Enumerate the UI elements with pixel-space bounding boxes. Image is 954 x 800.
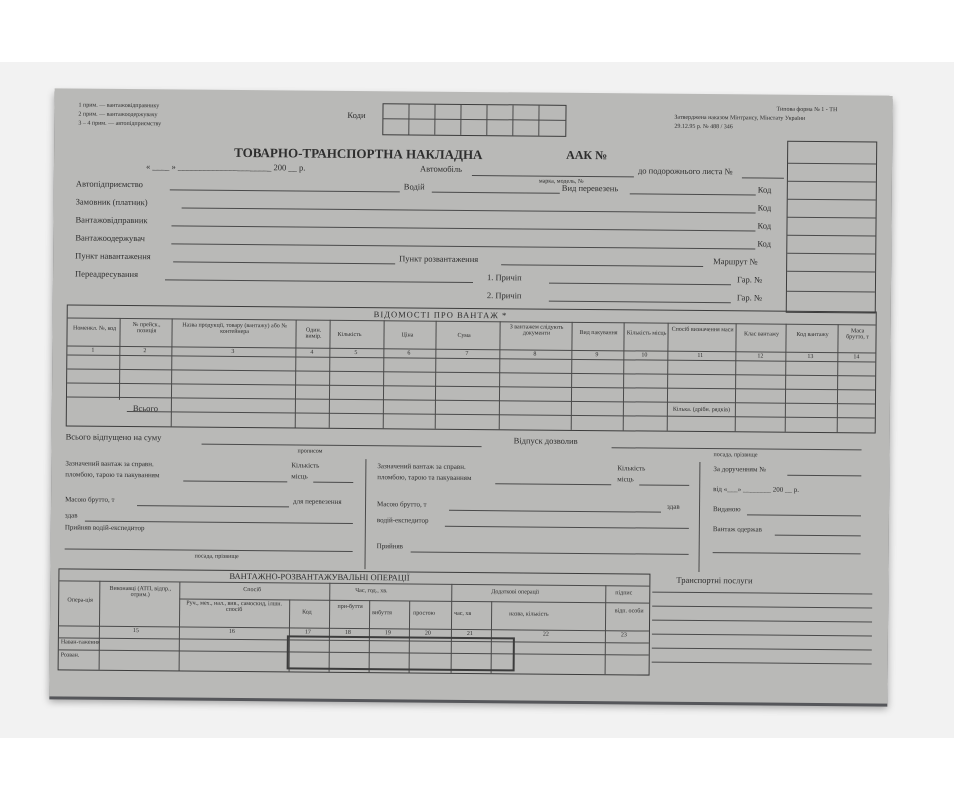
- col-num-7: 7: [465, 350, 469, 357]
- codes-grid[interactable]: [382, 103, 566, 137]
- col-header-14: Маса брутто, т: [846, 328, 869, 341]
- op-num-16: 16: [228, 628, 235, 635]
- col-extra: Додаткові операції: [491, 589, 540, 596]
- col-num-10: 10: [641, 352, 648, 359]
- col-num-5: 5: [354, 349, 358, 357]
- op-num-18: 18: [344, 629, 351, 636]
- code-label-1: Код: [757, 184, 772, 195]
- col-header-3: Назва продукції, товару (вантажу) або № контейнера: [182, 322, 288, 336]
- col-header-5: Кількість: [337, 331, 362, 339]
- shipper-label: Вантажовідправник: [75, 214, 148, 226]
- trailer1-line[interactable]: [549, 283, 731, 286]
- col-method-sub: Руч., мех., нал., вив., самоскид, ілшн. спосіб: [186, 600, 283, 614]
- trailer1-label: 1. Причіп: [486, 272, 522, 283]
- cargo-table: [66, 304, 877, 433]
- col-num-11: 11: [697, 352, 704, 360]
- op-num-17: 17: [304, 629, 311, 636]
- release-allowed-label: Відпуск дозволив: [513, 435, 578, 446]
- released-sum-label: Всього відпущено на суму: [65, 431, 162, 443]
- dropoff-label: Пункт розвантаження: [399, 253, 479, 265]
- document-title: ТОВАРНО-ТРАНСПОРТНА НАКЛАДНА: [234, 144, 483, 163]
- release-allowed-line[interactable]: [612, 447, 862, 450]
- approval-2: 29.12.95 р. № 488 / 346: [674, 123, 733, 131]
- trailer2-label: 2. Причіп: [486, 290, 522, 301]
- cargo-received: Вантаж одержав: [712, 525, 762, 534]
- col-time: Час, год., хв.: [355, 587, 388, 595]
- op-num-23: 23: [620, 632, 627, 639]
- col-header-13: Клас вантажу: [744, 331, 780, 338]
- col-num-13: 13: [807, 353, 814, 360]
- power-of-attorney: За дорученням №: [713, 465, 766, 474]
- consignee-line[interactable]: [171, 243, 755, 249]
- total-label: Всього: [132, 403, 159, 414]
- col-num-12: 12: [757, 353, 764, 360]
- copy-note-2: 2 прим. — вантажоодержувачу: [78, 111, 158, 119]
- left-handed: здав: [64, 511, 78, 520]
- left-title: Зазначений вантаж за справн.: [65, 459, 154, 469]
- col-sign-sub: відп. особи: [614, 608, 644, 615]
- col-header-11: Спосіб визначення маси: [671, 326, 734, 334]
- col-performer: Виконавці (АТП, відпр., отрим.): [109, 585, 172, 599]
- customer-label: Замовник (платник): [75, 196, 148, 208]
- left-places: місць: [291, 472, 308, 481]
- copy-note-1: 1 прим. — вантажовідправнику: [78, 102, 160, 110]
- pickup-label: Пункт навантаження: [75, 250, 151, 262]
- col-num-4: 4: [310, 349, 314, 356]
- col-header-2: № прейск., позиція: [132, 322, 161, 335]
- col-extra-name: назва, кількість: [509, 611, 549, 618]
- col-header-8: З вантажем слідують документи: [509, 324, 564, 337]
- left-packaging: пломбою, тарою та пакуванням: [65, 470, 160, 480]
- waybill-form: [49, 88, 892, 703]
- col-code: Код: [302, 609, 312, 616]
- left-quantity: Кількість: [291, 461, 320, 470]
- codes-label: Коди: [347, 109, 366, 121]
- in-words-hint: прописом: [297, 448, 323, 455]
- dropoff-line[interactable]: [501, 264, 703, 267]
- col-num-14: 14: [853, 354, 860, 361]
- approval-1: Затверджена наказом Мінтрансу, Мінстату України: [674, 114, 806, 122]
- driver-label: Водій: [403, 181, 425, 192]
- right-brutto: Масою брутто, т: [377, 500, 427, 509]
- col-header-6: Ціна: [401, 332, 414, 339]
- right-packaging: пломбою, тарою та пакуванням: [377, 473, 472, 483]
- op-num-15: 15: [132, 628, 139, 635]
- form-type: Типова форма № 1 - ТН: [776, 106, 838, 114]
- highlighted-cells: [287, 635, 515, 671]
- left-brutto: Масою брутто, т: [65, 495, 115, 504]
- code-label-3: Код: [757, 220, 772, 231]
- left-for: для перевезення: [293, 497, 342, 506]
- right-accepted: Прийняв: [376, 542, 404, 551]
- readdress-line[interactable]: [165, 279, 473, 283]
- col-num-8: 8: [533, 351, 537, 358]
- right-driver: водій-експедитор: [376, 516, 429, 525]
- weight-note: Кілька. (дрібн. рядків): [672, 406, 731, 414]
- op-num-21: 21: [466, 630, 473, 638]
- col-idle: простою: [413, 610, 436, 617]
- col-departure: вибуття: [372, 610, 392, 617]
- trailer2-line[interactable]: [549, 301, 731, 304]
- operations-table: [58, 568, 651, 675]
- carrier-line[interactable]: [170, 189, 400, 192]
- op-num-20: 20: [424, 630, 431, 637]
- transport-type-label: Вид перевезень: [561, 182, 619, 194]
- right-handed: здав: [667, 502, 680, 511]
- code-label-2: Код: [757, 202, 772, 213]
- col-num-6: 6: [407, 350, 411, 357]
- route-label: Маршрут №: [713, 256, 758, 267]
- readdress-label: Переадресування: [75, 268, 139, 280]
- col-method: Спосіб: [243, 587, 262, 594]
- car-label: Автомобіль: [419, 163, 463, 174]
- col-num-1: 1: [91, 347, 95, 354]
- transport-type-line[interactable]: [630, 193, 756, 195]
- col-operation: Опера-ція: [67, 597, 93, 604]
- col-header-9: Вид пакування: [579, 329, 618, 337]
- garage-label-2: Гар. №: [736, 292, 763, 303]
- col-header-10: Кількість місць: [626, 330, 667, 337]
- date-line: « ____ » ______________________ 200 __ р.: [145, 161, 306, 173]
- series-number: ААК №: [566, 147, 608, 163]
- right-title: Зазначений вантаж за справн.: [377, 462, 466, 471]
- col-header-1: Номенкл. №, код: [73, 325, 117, 332]
- right-places: місць: [617, 475, 634, 484]
- op-num-19: 19: [384, 630, 391, 637]
- copy-note-3: 3 – 4 прим. — автопідприємству: [78, 120, 162, 128]
- code-label-4: Код: [757, 238, 771, 249]
- position-hint: посада, прізвище: [713, 452, 758, 459]
- left-accepted: Прийняв водій-експедитор: [64, 523, 145, 533]
- right-quantity: Кількість: [617, 464, 646, 473]
- shipper-line[interactable]: [171, 225, 755, 231]
- op-row-loading: Наван-таження: [60, 639, 100, 646]
- carrier-label: Автопідприємство: [75, 178, 143, 190]
- col-sign: підпис: [615, 590, 633, 597]
- col-num-2: 2: [143, 348, 147, 355]
- garage-label-1: Гар. №: [736, 274, 763, 285]
- col-header-12: Код вантажу: [796, 331, 829, 339]
- transport-services: Транспортні послуги: [676, 574, 753, 586]
- right-code-column: [786, 141, 877, 314]
- cargo-table-title: ВІДОМОСТІ ПРО ВАНТАЖ *: [373, 309, 508, 321]
- op-num-22: 22: [542, 631, 549, 638]
- customer-line[interactable]: [182, 207, 756, 213]
- consignee-label: Вантажоодержувач: [75, 232, 145, 244]
- driver-line[interactable]: [432, 192, 560, 194]
- col-header-7: Сума: [457, 332, 471, 339]
- col-header-4: Один. вимір.: [305, 327, 322, 340]
- col-arrival: при-буття: [337, 603, 363, 611]
- col-num-9: 9: [595, 352, 599, 359]
- col-extra-time: час, хв: [454, 610, 472, 618]
- waybill-label: до подорожнього листа №: [637, 165, 733, 177]
- left-signature: посада, прізвище: [194, 553, 239, 560]
- from-date: від «___» ________ 200 __ р.: [713, 485, 800, 494]
- col-num-3: 3: [231, 348, 235, 355]
- operations-title: ВАНТАЖНО-РОЗВАНТАЖУВАЛЬНІ ОПЕРАЦІЇ: [229, 570, 410, 583]
- issued-label: Виданою: [712, 505, 741, 514]
- car-hint: марка, модель, №: [538, 178, 584, 185]
- pickup-line[interactable]: [173, 261, 395, 264]
- op-row-unloading: Розван.: [60, 652, 80, 659]
- released-sum-line[interactable]: [202, 444, 482, 447]
